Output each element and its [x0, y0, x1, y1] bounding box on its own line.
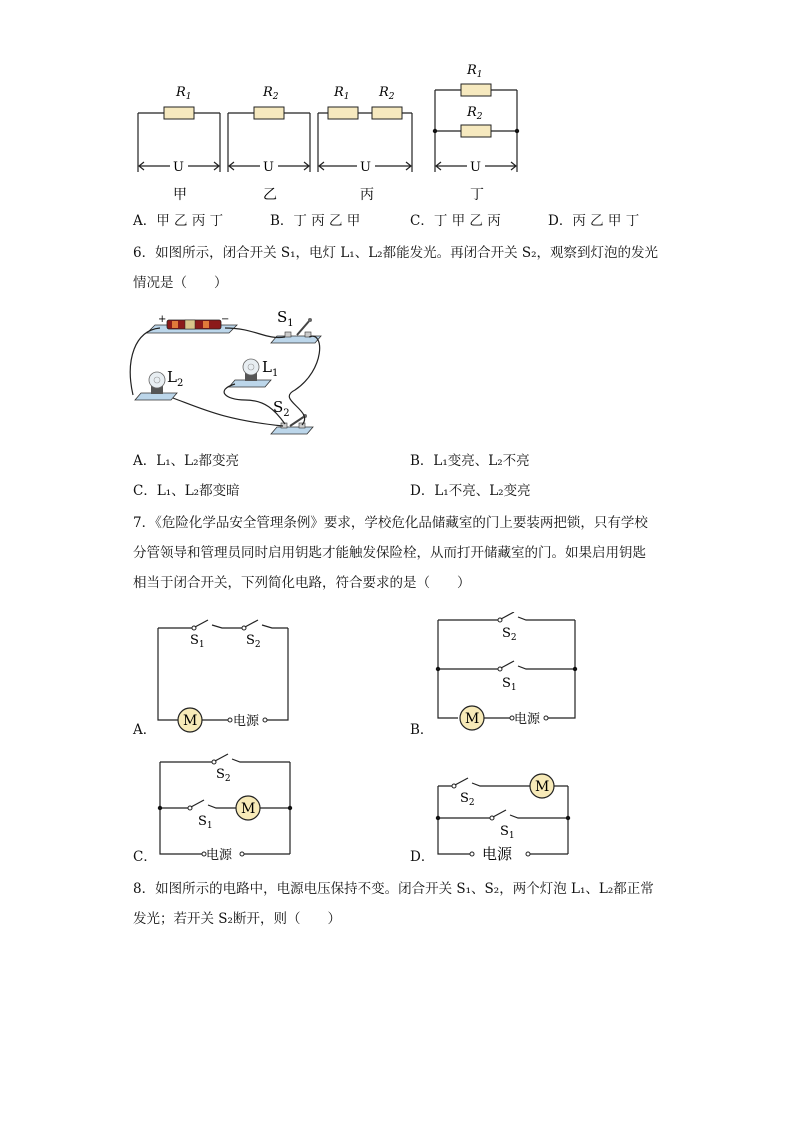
q6-option-d[interactable]: D．L₁不亮、L₂变亮 [410, 483, 531, 499]
lamp-l2 [135, 368, 183, 400]
q8-stem-line1: 8．如图所示的电路中，电源电压保持不变。闭合开关 S₁、S₂，两个灯泡 L₁、L₂都正常 [133, 881, 654, 897]
label-s2: $S_2$ [246, 633, 261, 650]
battery-plus: + [158, 314, 167, 325]
label-r2: $R_2$ [467, 105, 483, 122]
resistor-r2 [372, 107, 402, 119]
battery-minus: − [221, 314, 230, 325]
voltage-u: U [360, 160, 371, 175]
q7-option-a[interactable]: A． [133, 722, 157, 738]
q7-option-d[interactable]: D． [410, 849, 435, 865]
q7-option-b[interactable]: B． [410, 722, 434, 738]
q8-stem-line2: 发光；若开关 S₂断开，则（ ） [133, 911, 341, 927]
q6-physical-circuit [125, 300, 340, 445]
circuit-label: 丁 [470, 187, 484, 203]
label-r1: $R_1$ [334, 85, 350, 102]
power-label: 电源 [514, 712, 541, 727]
resistor-r2 [254, 107, 284, 119]
label-s2: $S_2$ [460, 791, 475, 808]
label-r1: $R_1$ [176, 85, 192, 102]
label-s2: $S_2$ [502, 626, 517, 643]
label-l1: $L_1$ [262, 358, 279, 379]
q6-stem-line2: 情况是（ ） [133, 275, 228, 291]
q6-option-a[interactable]: A．L₁、L₂都变亮 [133, 453, 240, 469]
q7-circuit-a [150, 612, 300, 737]
power-label: 电源 [482, 845, 513, 863]
lamp-l1 [229, 358, 278, 387]
q5-option-c[interactable]: C．丁 甲 乙 丙 [410, 213, 501, 229]
q7-circuit-d [432, 772, 577, 864]
motor-label: M [241, 801, 256, 817]
voltage-u: U [263, 160, 274, 175]
label-s1: $S_1$ [190, 633, 205, 650]
label-s1: $S_1$ [500, 824, 515, 841]
power-label: 电源 [206, 848, 233, 862]
q5-circuit-figure [120, 60, 540, 205]
circuit-yi [228, 85, 310, 203]
label-s2: $S_2$ [273, 398, 290, 419]
q7-circuit-c [152, 752, 302, 862]
label-l2: $L_2$ [167, 368, 184, 389]
q7-stem-line3: 相当于闭合开关，下列简化电路，符合要求的是（ ） [133, 575, 471, 591]
resistor-r2 [461, 125, 491, 137]
resistor-r1 [328, 107, 358, 119]
circuit-jia [138, 85, 220, 203]
q6-option-b[interactable]: B．L₁变亮、L₂不亮 [410, 453, 530, 469]
circuit-bing [318, 85, 412, 203]
battery [147, 314, 237, 333]
label-r2: $R_2$ [379, 85, 395, 102]
voltage-u: U [470, 160, 481, 175]
circuit-label: 甲 [173, 187, 187, 203]
circuit-label: 乙 [263, 187, 277, 203]
label-s2: $S_2$ [216, 767, 231, 784]
q7-stem-line2: 分管领导和管理员同时启用钥匙才能触发保险栓，从而打开储藏室的门。如果启用钥匙 [133, 545, 646, 561]
motor-label: M [183, 713, 198, 729]
q5-option-b[interactable]: B．丁 丙 乙 甲 [270, 213, 361, 229]
circuit-ding [433, 63, 519, 203]
q6-stem-line1: 6．如图所示，闭合开关 S₁，电灯 L₁、L₂都能发光。再闭合开关 S₂，观察到灯泡的发光 [133, 245, 659, 261]
voltage-u: U [173, 160, 184, 175]
motor-label: M [465, 711, 480, 727]
q7-option-c[interactable]: C． [133, 849, 157, 865]
power-label: 电源 [233, 714, 260, 729]
q5-option-d[interactable]: D．丙 乙 甲 丁 [548, 213, 640, 229]
motor-label: M [535, 779, 550, 795]
label-r2: $R_2$ [263, 85, 279, 102]
q7-stem-line1: 7．《危险化学品安全管理条例》要求，学校危化品储藏室的门上要装两把锁，只有学校 [133, 515, 648, 531]
label-r1: $R_1$ [467, 63, 483, 80]
resistor-r1 [461, 84, 491, 96]
q6-option-c[interactable]: C．L₁、L₂都变暗 [133, 483, 240, 499]
circuit-label: 丙 [360, 187, 374, 203]
q7-circuit-b [430, 612, 585, 737]
q5-option-a[interactable]: A．甲 乙 丙 丁 [133, 213, 224, 229]
label-s1: $S_1$ [502, 676, 517, 693]
label-s1: $S_1$ [277, 308, 294, 329]
resistor-r1 [164, 107, 194, 119]
switch-s2 [271, 398, 313, 434]
label-s1: $S_1$ [198, 814, 213, 831]
